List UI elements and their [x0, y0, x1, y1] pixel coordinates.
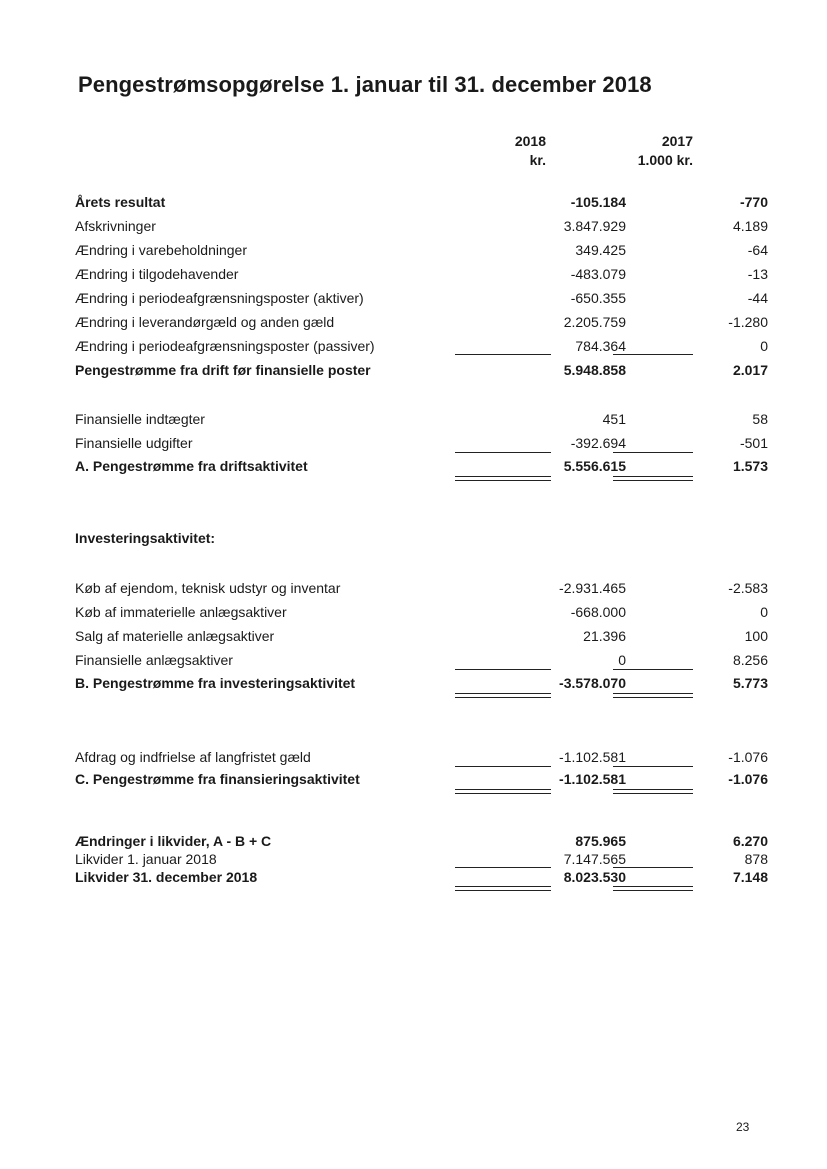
value-2017: -13: [747, 266, 768, 282]
value-2018: 7.147.565: [563, 851, 626, 867]
value-2017: 1.573: [732, 458, 768, 474]
row-label: Ændring i periodeafgrænsningsposter (aktiver): [75, 290, 364, 306]
row-label: Årets resultat: [75, 194, 166, 210]
value-2017: 0: [760, 604, 768, 620]
column-year: 2018: [514, 133, 546, 149]
row-label: B. Pengestrømme fra investeringsaktivitet: [75, 675, 356, 691]
subtotal-rule: [455, 669, 551, 670]
value-2017: -1.076: [728, 771, 768, 787]
row-label: Ændring i leverandørgæld og anden gæld: [75, 314, 335, 330]
column-unit: 1.000 kr.: [637, 152, 693, 168]
value-2017: 100: [744, 628, 768, 644]
row-label: Ændring i varebeholdninger: [75, 242, 247, 258]
value-2017: -1.076: [728, 749, 768, 765]
value-2018: -668.000: [570, 604, 626, 620]
row-label: Ændring i periodeafgrænsningsposter (passiver): [75, 338, 375, 354]
table-row: [75, 674, 768, 696]
page-number: 23: [736, 1120, 750, 1134]
table-row: [75, 748, 768, 770]
value-2017: 878: [744, 851, 768, 867]
value-2017: -501: [739, 435, 768, 451]
total-double-rule: [613, 693, 693, 698]
table-row: [75, 265, 768, 287]
total-double-rule: [455, 476, 551, 481]
value-2017: 0: [760, 338, 768, 354]
total-double-rule: [455, 789, 551, 794]
value-2017: -44: [747, 290, 768, 306]
subtotal-rule: [613, 766, 693, 767]
total-double-rule: [455, 886, 551, 891]
table-row: [75, 241, 768, 263]
value-2018: 0: [618, 652, 626, 668]
table-row: [75, 457, 768, 479]
value-2017: 2.017: [732, 362, 768, 378]
table-row: [75, 289, 768, 311]
table-row: [75, 603, 768, 625]
value-2017: -1.280: [728, 314, 768, 330]
row-label: Ændring i tilgodehavender: [75, 266, 239, 282]
subtotal-rule: [613, 669, 693, 670]
value-2017: 8.256: [732, 652, 768, 668]
table-row: [75, 410, 768, 432]
table-row: [75, 193, 768, 215]
value-2018: 8.023.530: [563, 869, 626, 885]
value-2018: -1.102.581: [559, 771, 626, 787]
table-row: [75, 337, 768, 359]
total-double-rule: [613, 476, 693, 481]
row-label: Køb af immaterielle anlægsaktiver: [75, 604, 287, 620]
table-row: [75, 627, 768, 649]
value-2018: -392.694: [570, 435, 626, 451]
table-row: [75, 217, 768, 239]
column-year: 2017: [661, 133, 693, 149]
subtotal-rule: [455, 452, 551, 453]
section-heading: Investeringsaktivitet:: [75, 530, 216, 546]
table-row: [75, 313, 768, 335]
value-2018: 2.205.759: [563, 314, 626, 330]
row-label: A. Pengestrømme fra driftsaktivitet: [75, 458, 308, 474]
value-2017: 58: [752, 411, 768, 427]
value-2017: 5.773: [732, 675, 768, 691]
value-2017: -2.583: [728, 580, 768, 596]
value-2017: -64: [747, 242, 768, 258]
row-label: Pengestrømme fra drift før finansielle poster: [75, 362, 371, 378]
value-2018: 451: [602, 411, 626, 427]
row-label: C. Pengestrømme fra finansieringsaktivitet: [75, 771, 360, 787]
table-row: [75, 651, 768, 673]
table-row: [75, 434, 768, 456]
row-label: Finansielle indtægter: [75, 411, 205, 427]
row-label: Køb af ejendom, teknisk udstyr og inventar: [75, 580, 341, 596]
row-label: Salg af materielle anlægsaktiver: [75, 628, 275, 644]
total-double-rule: [455, 693, 551, 698]
value-2018: -105.184: [570, 194, 626, 210]
value-2018: 21.396: [583, 628, 626, 644]
value-2018: -1.102.581: [559, 749, 626, 765]
row-label: Finansielle anlægsaktiver: [75, 652, 233, 668]
value-2017: 7.148: [732, 869, 768, 885]
subtotal-rule: [455, 766, 551, 767]
column-header-2017: [590, 132, 693, 170]
total-double-rule: [613, 789, 693, 794]
value-2018: 349.425: [575, 242, 626, 258]
value-2018: 3.847.929: [563, 218, 626, 234]
value-2018: -483.079: [570, 266, 626, 282]
row-label: Likvider 31. december 2018: [75, 869, 258, 885]
page-title: Pengestrømsopgørelse 1. januar til 31. december 2018: [78, 72, 652, 97]
column-header-2018: [440, 132, 546, 170]
value-2017: 4.189: [732, 218, 768, 234]
total-double-rule: [613, 886, 693, 891]
row-label: Ændringer i likvider, A - B + C: [75, 833, 272, 849]
value-2018: -2.931.465: [559, 580, 626, 596]
subtotal-rule: [613, 354, 693, 355]
value-2017: 6.270: [732, 833, 768, 849]
value-2018: 784.364: [575, 338, 626, 354]
table-row: [75, 579, 768, 601]
value-2018: -3.578.070: [559, 675, 626, 691]
value-2018: -650.355: [570, 290, 626, 306]
row-label: Likvider 1. januar 2018: [75, 851, 217, 867]
value-2018: 5.948.858: [563, 362, 626, 378]
row-label: Afdrag og indfrielse af langfristet gæld: [75, 749, 311, 765]
value-2018: 875.965: [575, 833, 626, 849]
value-2018: 5.556.615: [563, 458, 626, 474]
row-label: Afskrivninger: [75, 218, 156, 234]
column-unit: kr.: [529, 152, 546, 168]
table-row: [75, 868, 768, 890]
table-row: [75, 361, 768, 383]
table-row: [75, 770, 768, 792]
value-2017: -770: [739, 194, 768, 210]
subtotal-rule: [455, 354, 551, 355]
subtotal-rule: [613, 452, 693, 453]
row-label: Finansielle udgifter: [75, 435, 193, 451]
